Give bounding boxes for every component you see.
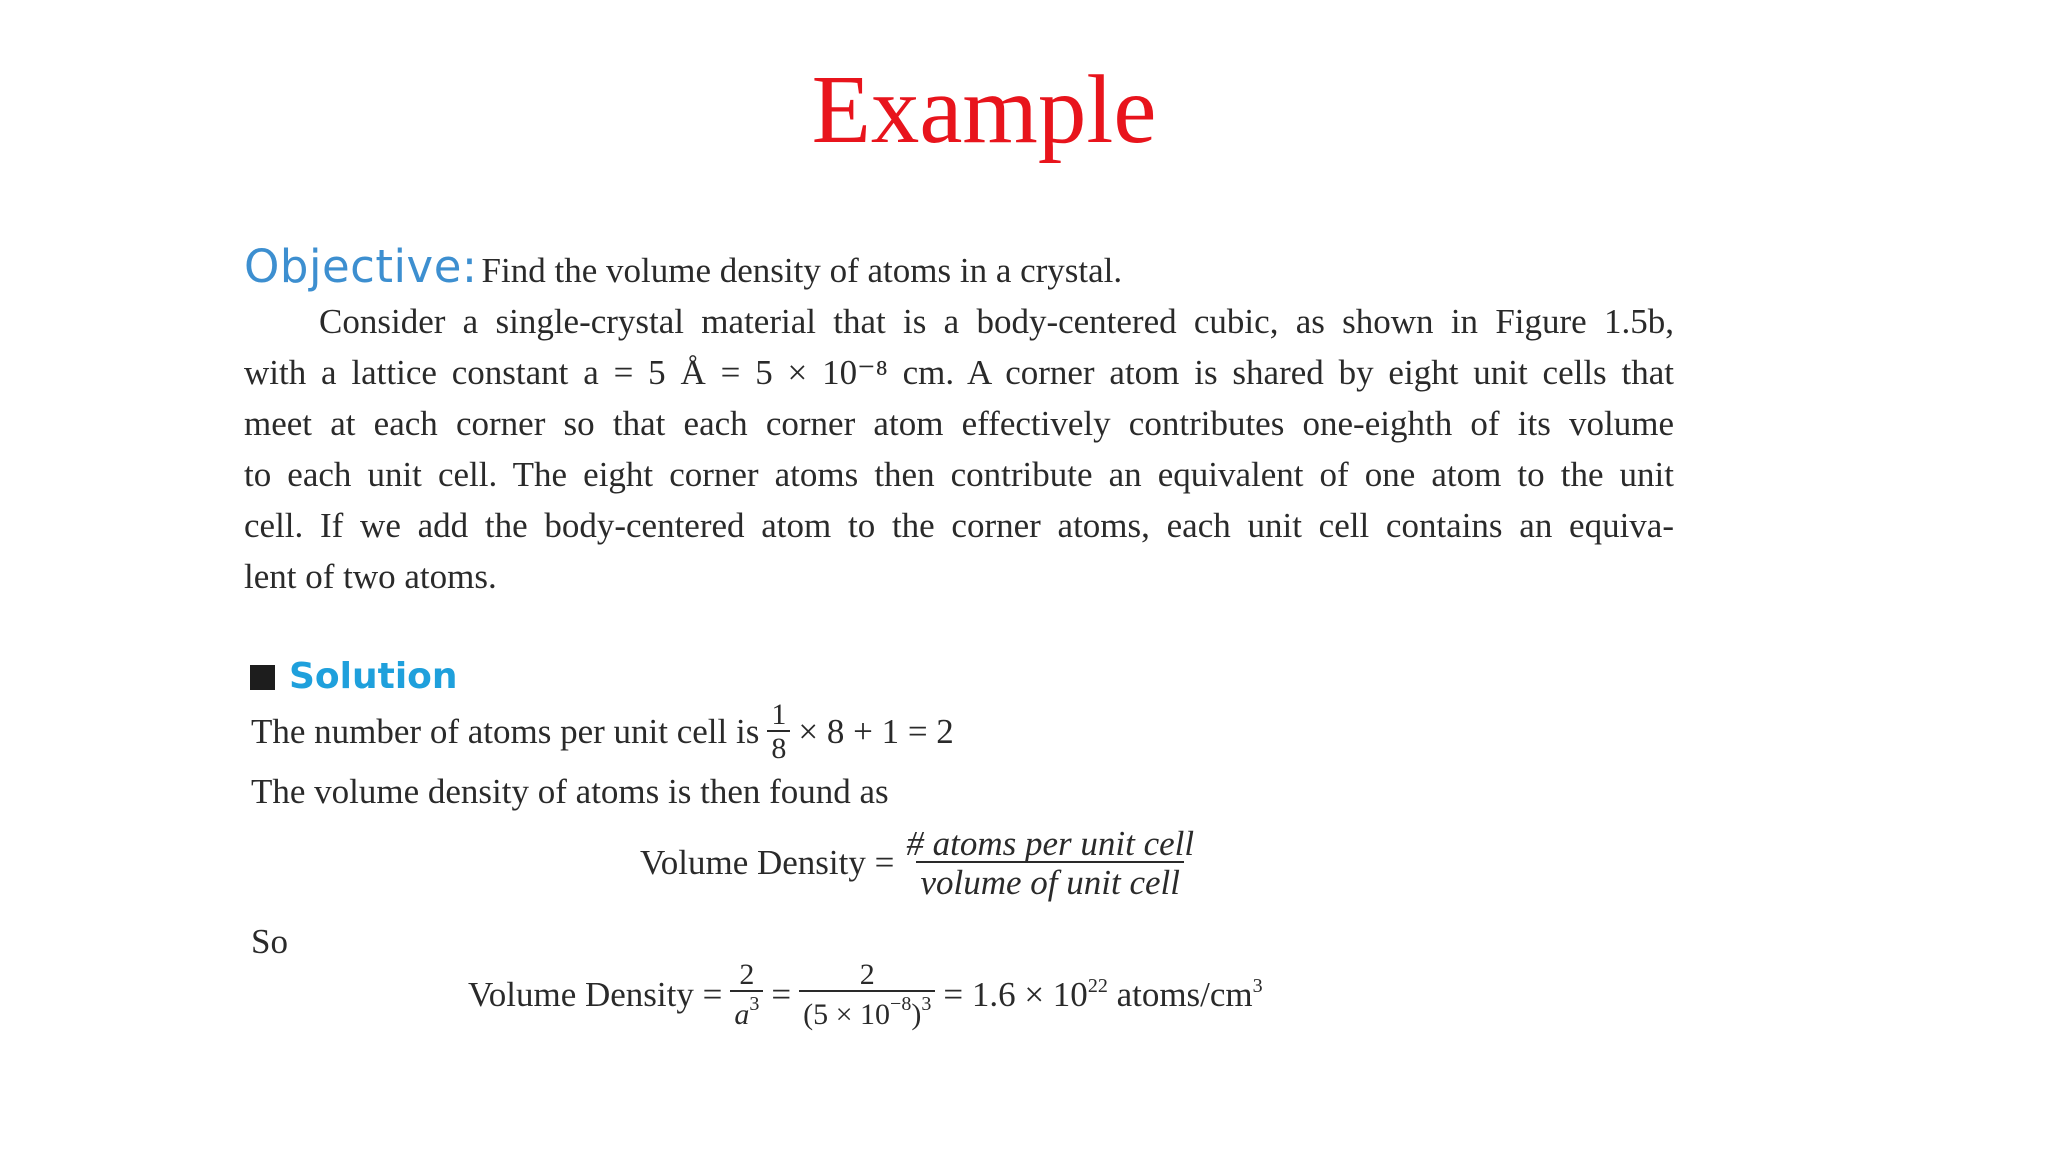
cube-exponent: 3 [749, 993, 760, 1015]
equation-2-fraction-2 [799, 960, 935, 1030]
equation-1-fraction [902, 826, 1198, 900]
paragraph-line-3: meet at each corner so that each corner atom effectively contributes one-eighth of its volume [244, 404, 1674, 443]
equation-2-frac2-denominator [799, 990, 935, 1030]
solution-label: Solution [289, 656, 458, 697]
objective-text: Find the volume density of atoms in a crystal. [481, 251, 1123, 290]
equation-2-fraction-1 [730, 960, 763, 1030]
result-exponent: 22 [1087, 975, 1108, 997]
equation-2-result [943, 975, 1262, 1015]
solution-line-1-prefix: The number of atoms per unit cell is [251, 712, 760, 751]
fraction-numerator: 1 [771, 698, 787, 731]
one-eighth-fraction [767, 700, 790, 764]
solution-line-2: The volume density of atoms is then found as [251, 772, 889, 811]
paragraph-line-2: with a lattice constant a = 5 Å = 5 × 10⁻⁸ cm. A corner atom is shared by eight unit cells that [244, 353, 1674, 392]
frac2-den-inner-exponent: −8 [890, 993, 912, 1015]
solution-heading [250, 655, 458, 699]
fraction-denominator: 8 [767, 730, 790, 764]
paragraph-line-4: to each unit cell. The eight corner atoms then contribute an equivalent of one atom to the unit [244, 455, 1674, 494]
equation-2-frac1-numerator: 2 [739, 958, 755, 991]
solution-line-1-suffix: × 8 + 1 = 2 [798, 712, 954, 751]
equation-1-numerator: # atoms per unit cell [906, 824, 1195, 863]
objective-line [244, 240, 1122, 293]
frac2-den-base: (5 × 10 [803, 998, 891, 1031]
equation-volume-density-result [468, 960, 1263, 1030]
slide-title: Example [811, 56, 1157, 163]
paragraph-line-5: cell. If we add the body-centered atom to the corner atoms, each unit cell contains an equiva- [244, 506, 1674, 545]
solution-line-1 [251, 700, 954, 764]
equation-volume-density-definition [640, 826, 1206, 900]
frac2-den-exponent: 3 [921, 993, 932, 1015]
equation-1-denominator: volume of unit cell [916, 861, 1184, 900]
paragraph-line-6: lent of two atoms. [244, 557, 497, 596]
equation-2-lhs: Volume Density = [468, 975, 723, 1014]
result-prefix: = 1.6 × 10 [943, 975, 1088, 1014]
equation-2-equals: = [771, 975, 792, 1014]
equation-2-frac1-denominator [730, 990, 763, 1030]
objective-label: Objective: [244, 240, 478, 293]
solution-bullet-icon [250, 665, 275, 690]
so-label: So [251, 922, 288, 961]
paragraph-line-1: Consider a single-crystal material that is a body-centered cubic, as shown in Figure 1.5b, [319, 302, 1674, 341]
equation-1-lhs: Volume Density = [640, 843, 895, 882]
result-unit: atoms/cm [1116, 975, 1253, 1014]
equation-2-frac2-numerator: 2 [859, 958, 875, 991]
result-unit-exponent: 3 [1252, 975, 1263, 997]
lattice-constant-symbol: a [734, 998, 750, 1031]
frac2-den-close: ) [911, 998, 922, 1031]
